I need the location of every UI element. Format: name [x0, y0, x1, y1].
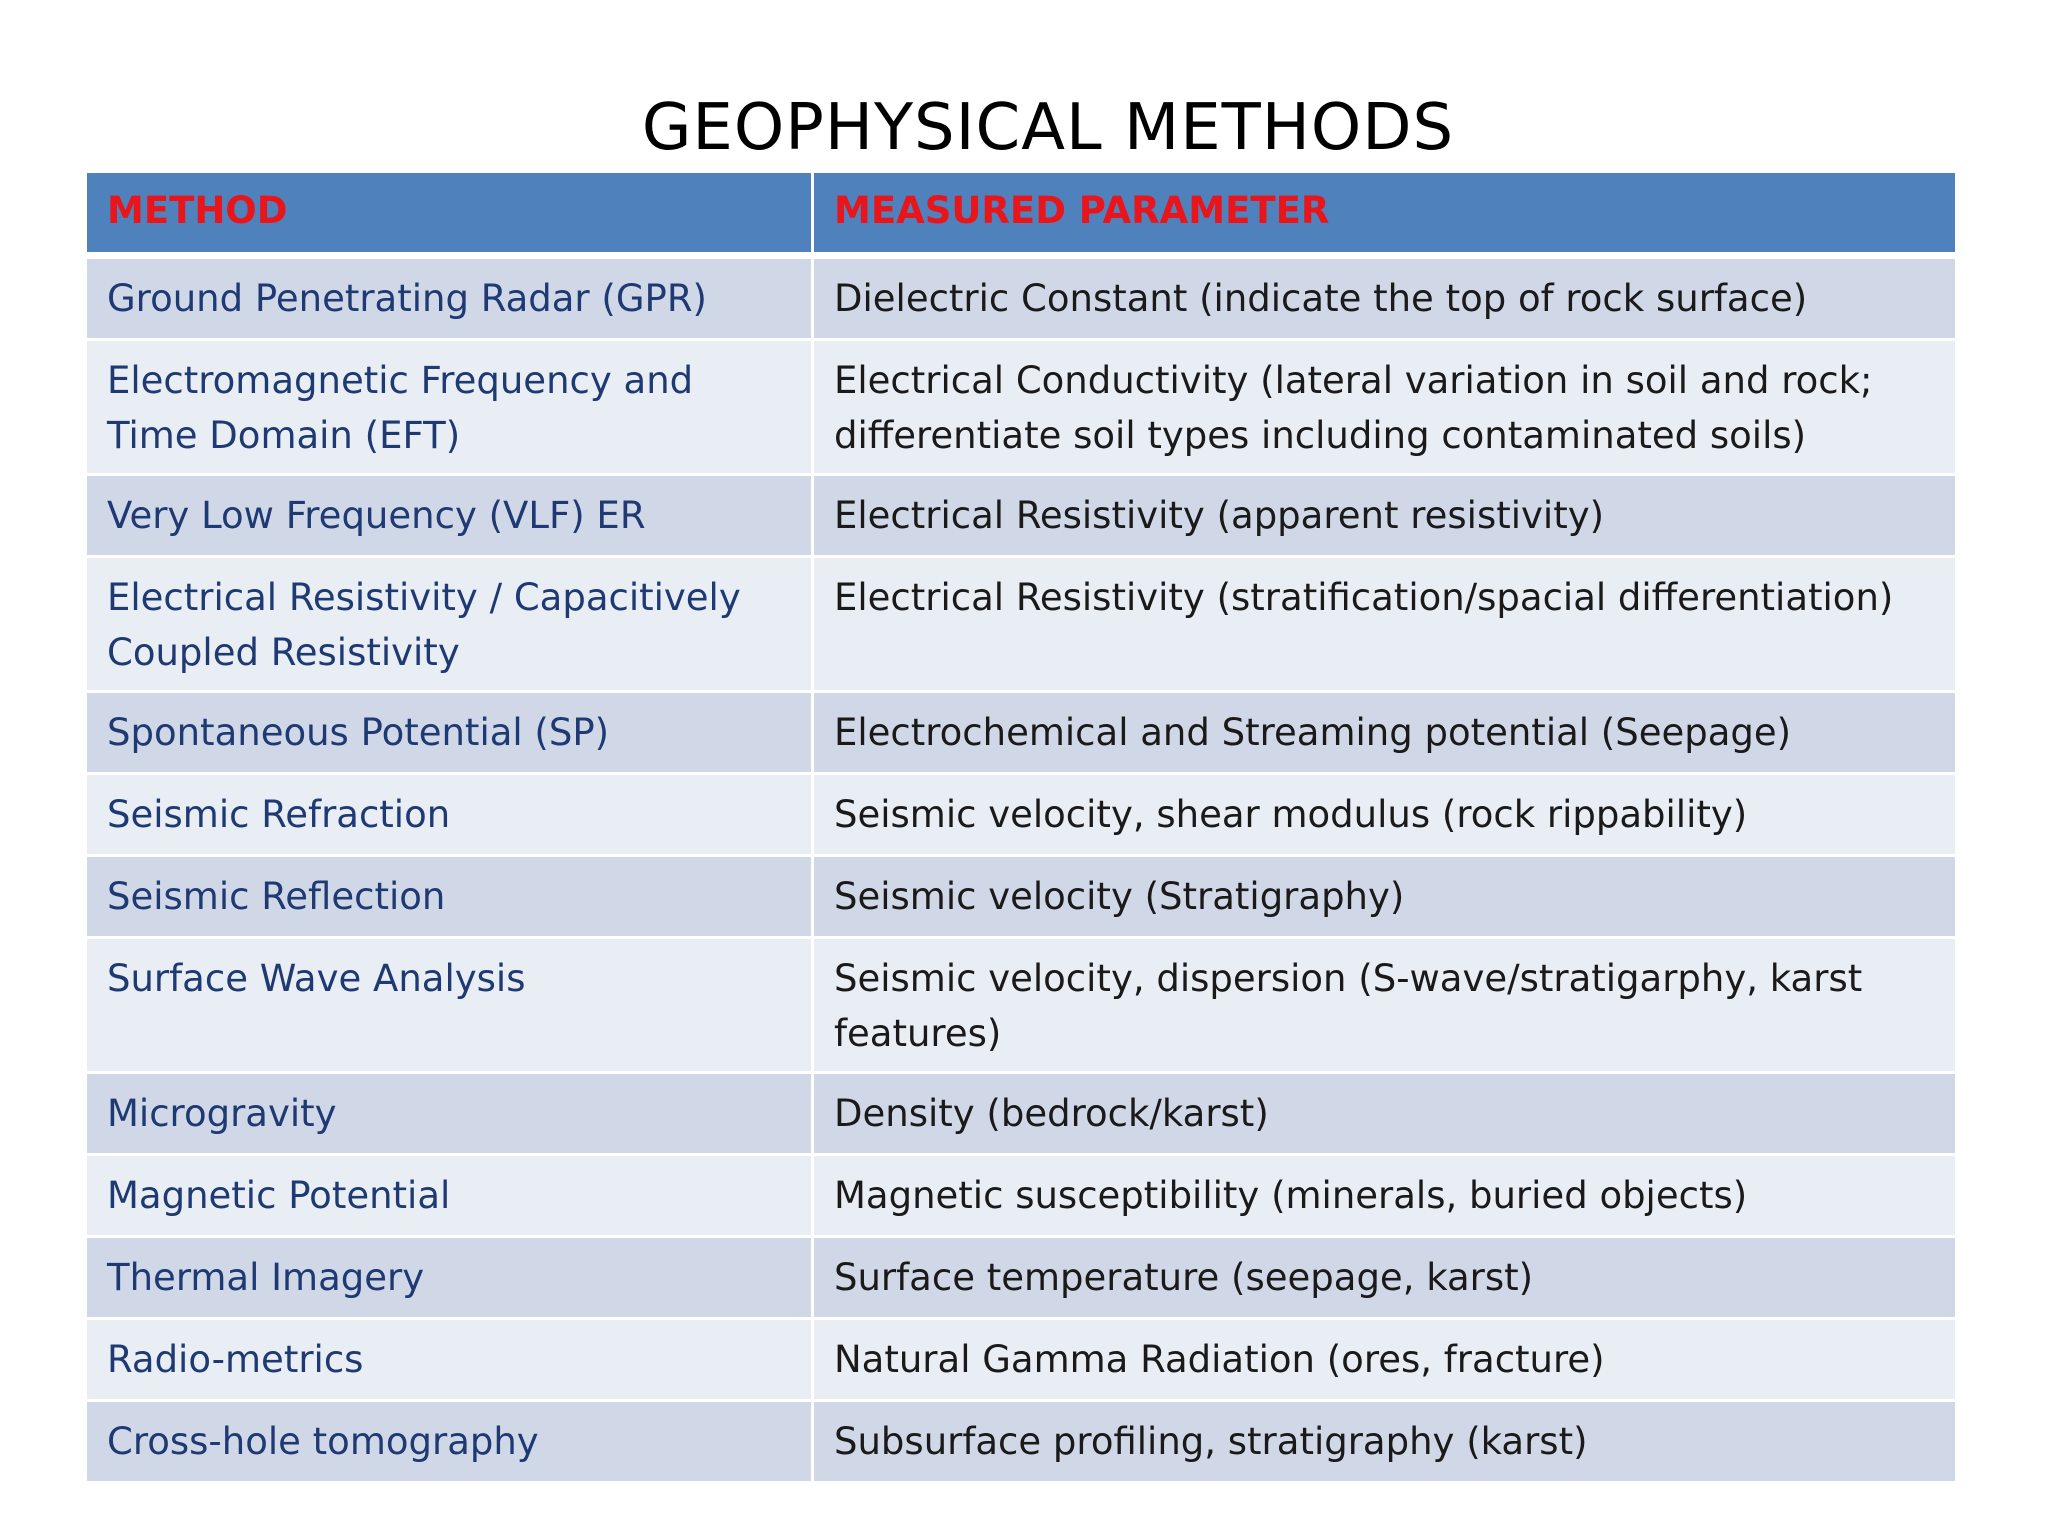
parameter-cell: Electrical Resistivity (stratification/spacial differentiation): [814, 558, 1955, 693]
table-row: [87, 1320, 1955, 1402]
method-cell: Seismic Refraction: [87, 775, 814, 857]
header-measured-parameter: MEASURED PARAMETER: [814, 173, 1955, 259]
method-cell: Very Low Frequency (VLF) ER: [87, 476, 814, 558]
table-row: [87, 1156, 1955, 1238]
table-row: [87, 775, 1955, 857]
table-header-row: [87, 173, 1955, 259]
table-row: [87, 1074, 1955, 1156]
parameter-cell: Electrical Conductivity (lateral variation in soil and rock; differentiate soil types including contaminated soils): [814, 341, 1955, 476]
parameter-cell: Electrical Resistivity (apparent resistivity): [814, 476, 1955, 558]
header-method: METHOD: [87, 173, 814, 259]
table-row: [87, 341, 1955, 476]
method-cell: Surface Wave Analysis: [87, 939, 814, 1074]
parameter-cell: Seismic velocity, shear modulus (rock rippability): [814, 775, 1955, 857]
methods-table: [87, 173, 1955, 1484]
parameter-cell: Natural Gamma Radiation (ores, fracture): [814, 1320, 1955, 1402]
table-row: [87, 476, 1955, 558]
method-cell: Spontaneous Potential (SP): [87, 693, 814, 775]
method-cell: Radio-metrics: [87, 1320, 814, 1402]
parameter-cell: Density (bedrock/karst): [814, 1074, 1955, 1156]
method-cell: Ground Penetrating Radar (GPR): [87, 259, 814, 341]
parameter-cell: Dielectric Constant (indicate the top of rock surface): [814, 259, 1955, 341]
method-cell: Seismic Reflection: [87, 857, 814, 939]
parameter-cell: Subsurface profiling, stratigraphy (karst): [814, 1402, 1955, 1484]
method-cell: Cross-hole tomography: [87, 1402, 814, 1484]
method-cell: Magnetic Potential: [87, 1156, 814, 1238]
parameter-cell: Seismic velocity, dispersion (S-wave/stratigarphy, karst features): [814, 939, 1955, 1074]
parameter-cell: Magnetic susceptibility (minerals, buried objects): [814, 1156, 1955, 1238]
method-cell: Electromagnetic Frequency and Time Domain (EFT): [87, 341, 814, 476]
table-row: [87, 1238, 1955, 1320]
method-cell: Thermal Imagery: [87, 1238, 814, 1320]
table-row: [87, 558, 1955, 693]
parameter-cell: Electrochemical and Streaming potential (Seepage): [814, 693, 1955, 775]
table-row: [87, 1402, 1955, 1484]
slide-title: GEOPHYSICAL METHODS: [641, 91, 1455, 165]
method-cell: Microgravity: [87, 1074, 814, 1156]
table-row: [87, 693, 1955, 775]
table-row: [87, 857, 1955, 939]
method-cell: Electrical Resistivity / Capacitively Coupled Resistivity: [87, 558, 814, 693]
parameter-cell: Surface temperature (seepage, karst): [814, 1238, 1955, 1320]
table-row: [87, 259, 1955, 341]
table-row: [87, 939, 1955, 1074]
parameter-cell: Seismic velocity (Stratigraphy): [814, 857, 1955, 939]
